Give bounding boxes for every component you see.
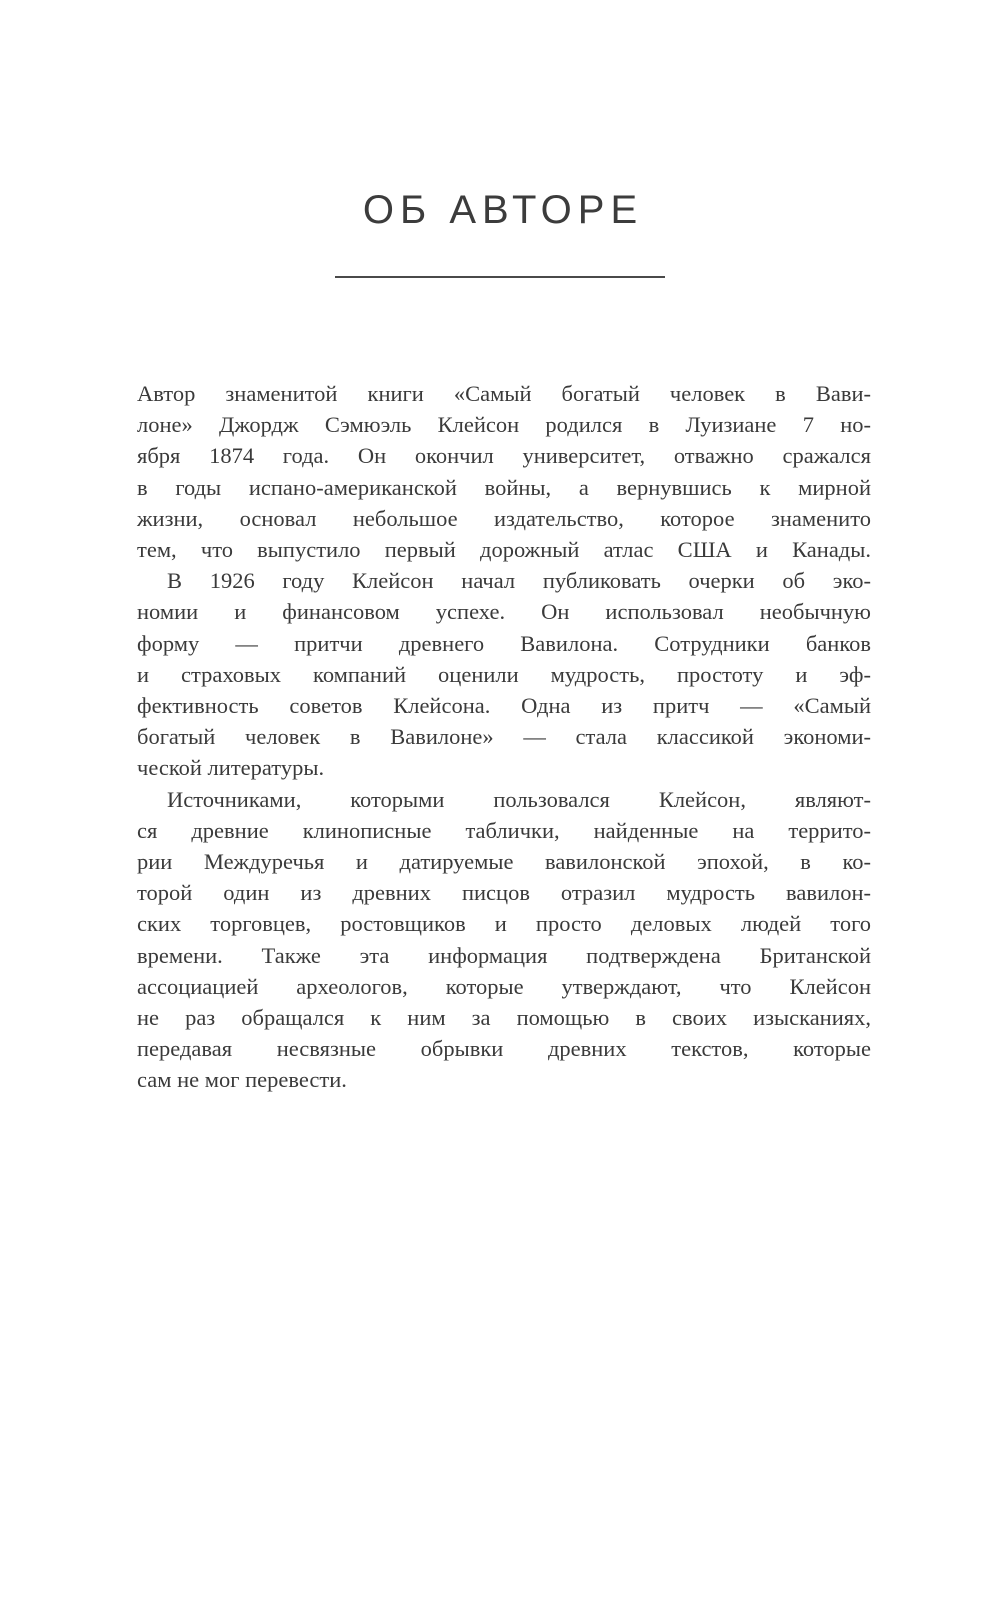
text-line: не раз обращался к ним за помощью в своих изысканиях, (137, 1005, 871, 1031)
paragraph (137, 784, 871, 1096)
text-line: богатый человек в Вавилоне» — стала классикой экономи- (137, 724, 871, 750)
text-line: фективность советов Клейсона. Одна из притч — «Самый (137, 693, 871, 719)
text-line: ческой литературы. (137, 755, 325, 781)
text-line: форму — притчи древнего Вавилона. Сотрудники банков (137, 630, 871, 656)
text-line: передавая несвязные обрывки древних текстов, которые (137, 1036, 871, 1062)
text-line: ассоциацией археологов, которые утверждают, что Клейсон (137, 973, 871, 999)
text-line: номии и финансовом успехе. Он использовал необычную (137, 599, 871, 625)
text-line: ся древние клинописные таблички, найденные на террито- (137, 817, 871, 843)
text-line: торой один из древних писцов отразил мудрость вавилон- (137, 880, 871, 906)
text-line: тем, что выпустило первый дорожный атлас США и Канады. (137, 537, 871, 563)
text-line: ских торговцев, ростовщиков и просто деловых людей того (137, 911, 871, 937)
paragraph (137, 378, 871, 565)
text-line: ября 1874 года. Он окончил университет, отважно сражался (137, 443, 871, 469)
text-line: в годы испано-американской войны, а вернувшись к мирной (137, 474, 871, 500)
paragraph (137, 565, 871, 783)
title-divider-rule (335, 276, 665, 278)
page-title: ОБ АВТОРЕ (362, 188, 644, 232)
text-line: времени. Также эта информация подтверждена Британской (137, 942, 871, 968)
text-line: Источниками, которыми пользовался Клейсон, являют- (167, 786, 871, 812)
text-line: В 1926 году Клейсон начал публиковать очерки об эко- (167, 568, 871, 594)
text-line: Автор знаменитой книги «Самый богатый человек в Вави- (137, 381, 871, 406)
text-line: и страховых компаний оценили мудрость, простоту и эф- (137, 661, 871, 687)
body-text (137, 378, 871, 1096)
text-line: рии Междуречья и датируемые вавилонской эпохой, в ко- (137, 849, 871, 875)
text-line: жизни, основал небольшое издательство, которое знаменито (137, 505, 871, 531)
text-line: лоне» Джордж Сэмюэль Клейсон родился в Луизиане 7 но- (137, 412, 871, 438)
text-line: сам не мог перевести. (137, 1067, 347, 1093)
